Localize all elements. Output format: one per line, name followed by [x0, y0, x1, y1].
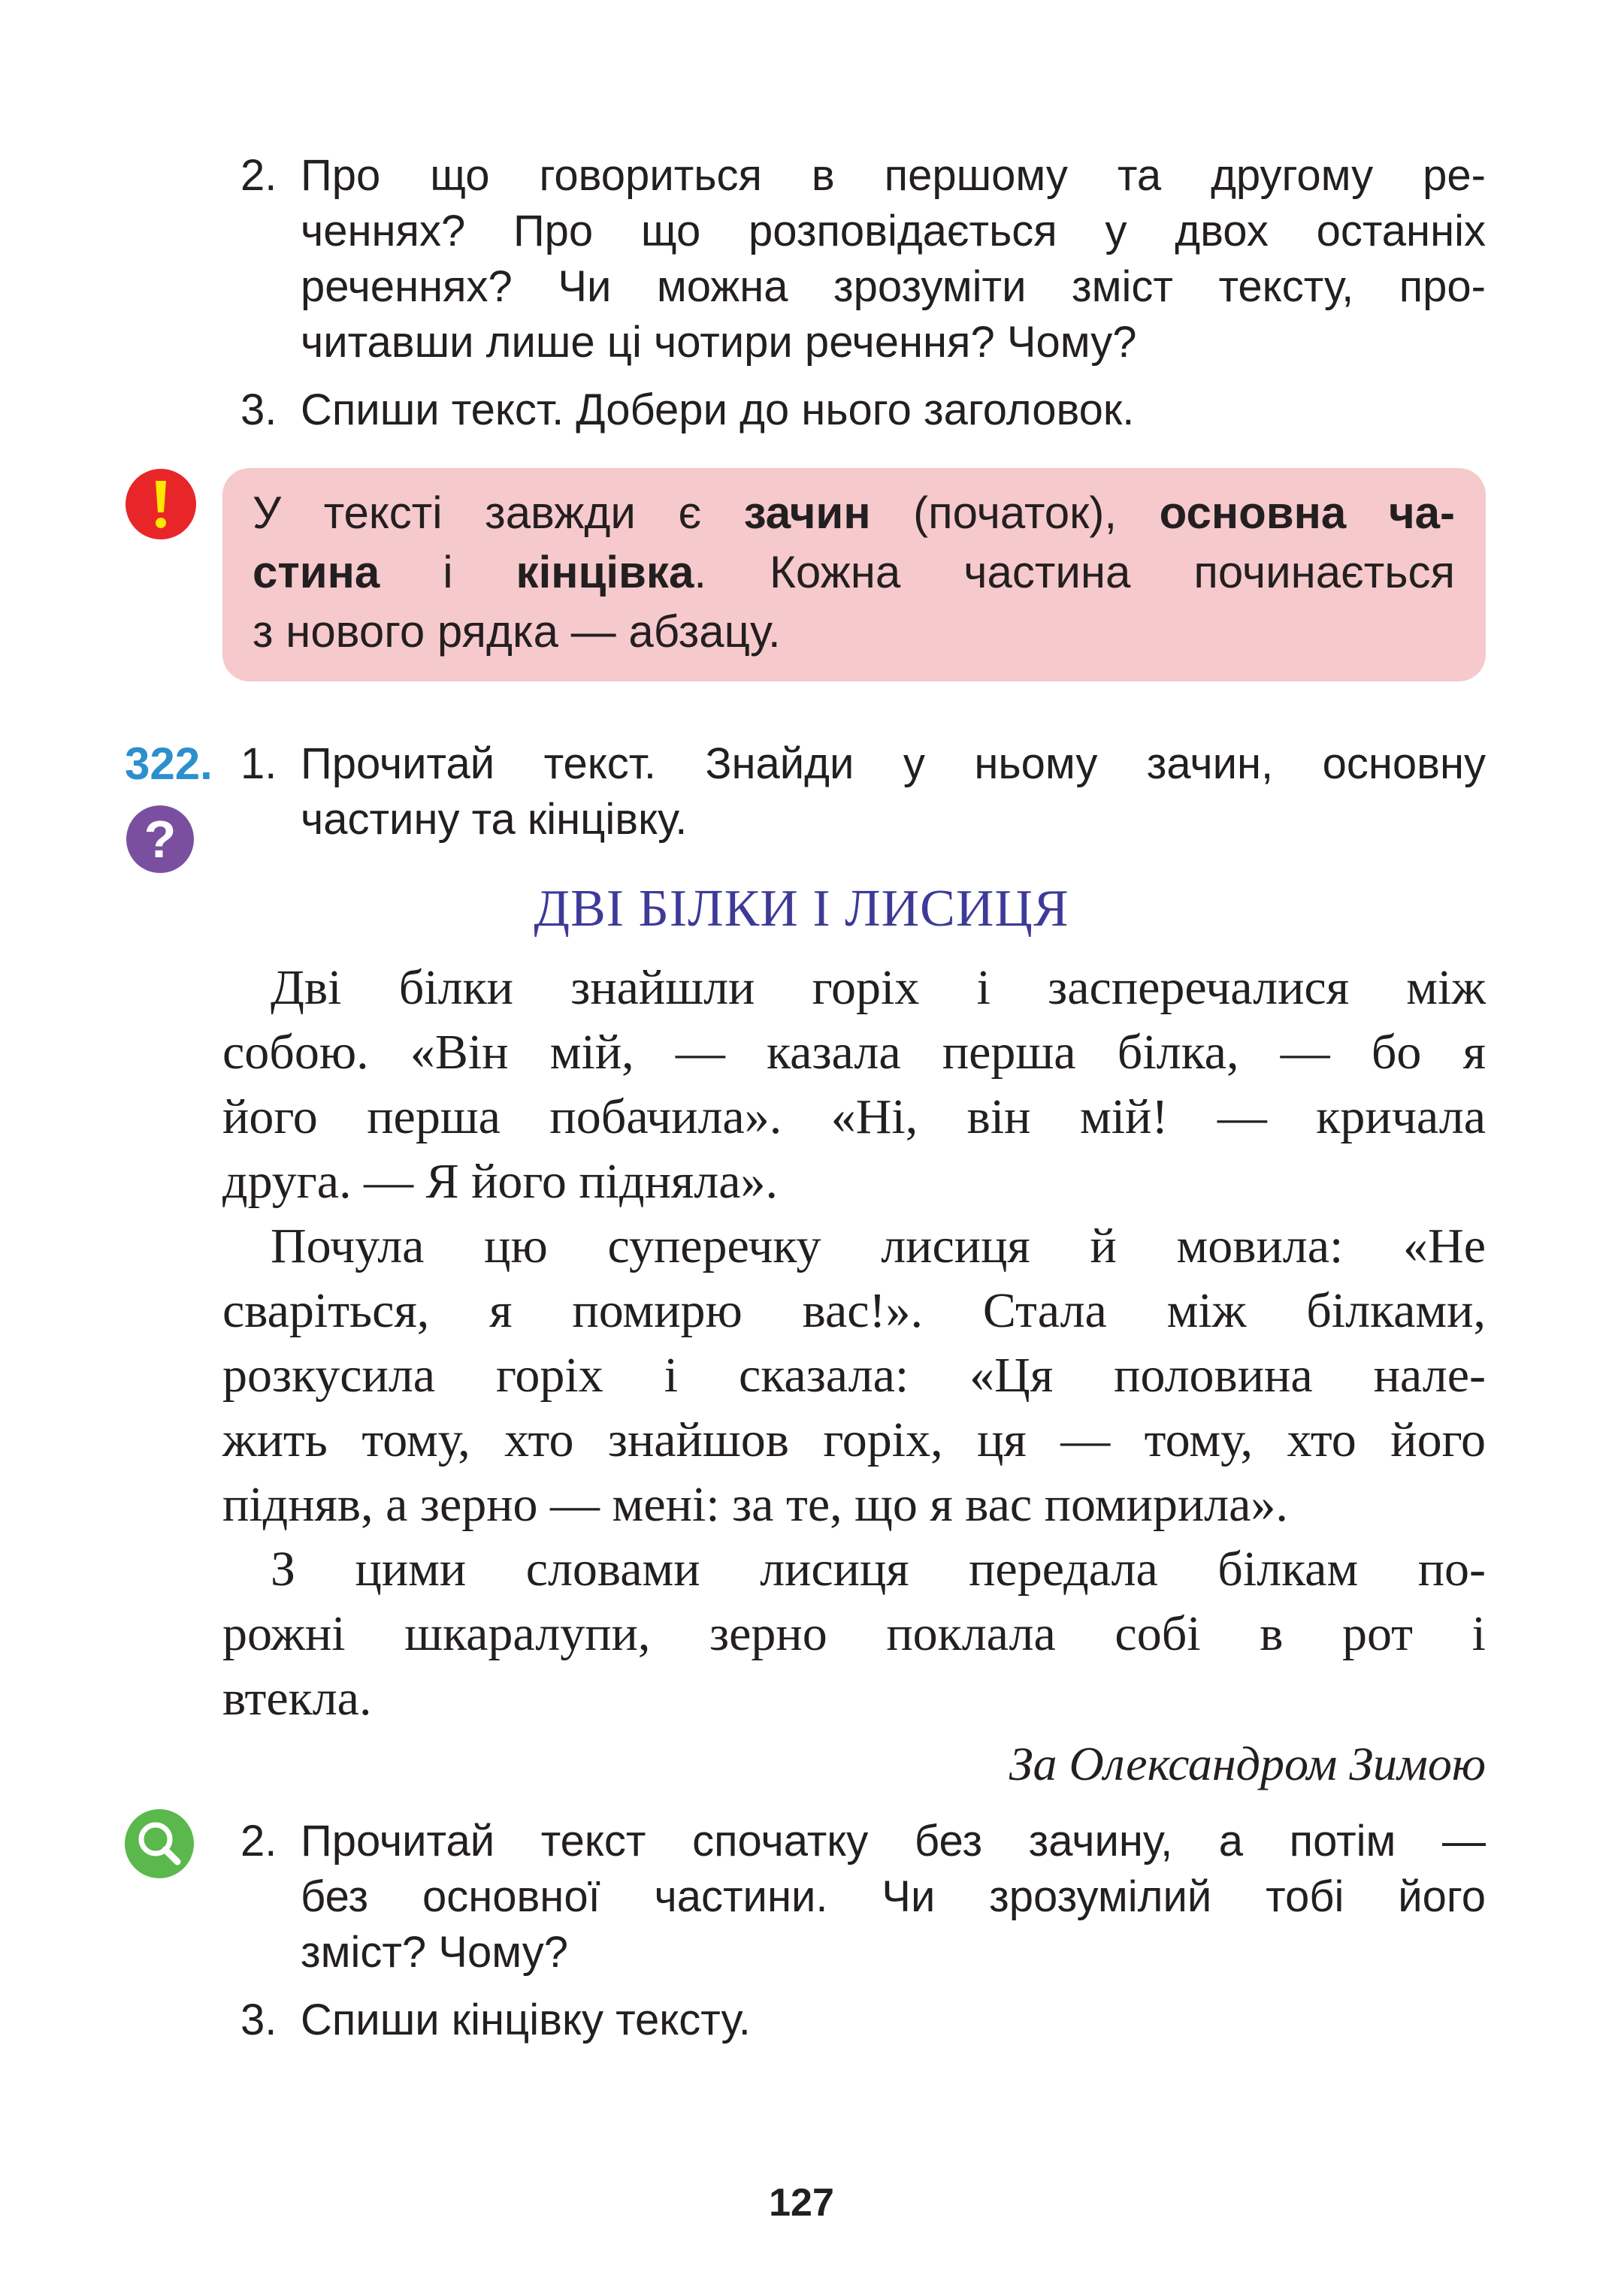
item-text: Спиши текст. Добери до нього заголовок. — [301, 385, 1135, 434]
prev-task-item-3 — [240, 382, 1486, 438]
text-line: Про що говориться в першому та другому ре- — [301, 151, 1486, 200]
magnifier-icon — [125, 1809, 194, 1878]
item-number: 3. — [240, 385, 277, 434]
rule-line-1: У тексті завжди є зачин (початок), основна ча- — [253, 488, 1455, 538]
story-title: ДВІ БІЛКИ І ЛИСИЦЯ — [534, 880, 1069, 938]
story-line: жить тому, хто знайшов горіх, ця — тому, хто його — [222, 1412, 1486, 1467]
story-line: собою. «Він мій, — казала перша білка, — бо я — [222, 1025, 1486, 1080]
page-number: 127 — [769, 2181, 834, 2225]
story-paragraph-3 — [222, 1537, 1486, 1731]
rule-line-3: з нового рядка — абзацу. — [253, 606, 781, 657]
story-paragraph-2 — [222, 1214, 1486, 1537]
text-line: Прочитай текст спочатку без зачину, а потім — — [301, 1817, 1486, 1866]
item-text — [301, 148, 1486, 370]
item-number: 2. — [240, 1817, 277, 1866]
story-line: сваріться, я помирю вас!». Стала між білками, — [222, 1283, 1486, 1338]
exercise-number: 322. — [125, 739, 213, 789]
rule-line-2: стина і кінцівка. Кожна частина починається — [253, 547, 1456, 597]
exercise-item-3 — [240, 1992, 1486, 2048]
story-line: Дві білки знайшли горіх і засперечалися між — [271, 960, 1486, 1015]
exclamation-icon — [126, 469, 196, 539]
item-text: Спиши кінцівку тексту. — [301, 1995, 751, 2044]
story-line: Почула цю суперечку лисиця й мовила: «Не — [271, 1219, 1486, 1273]
item-number: 1. — [240, 739, 277, 788]
story-paragraph-1 — [222, 956, 1486, 1214]
item-text — [301, 1814, 1486, 1980]
story-author: За Олександром Зимою — [1009, 1737, 1486, 1790]
text-line: частину та кінцівку. — [301, 795, 688, 844]
story-line: підняв, а зерно — мені: за те, що я вас помирила». — [222, 1477, 1288, 1532]
text-line: без основної частини. Чи зрозумілий тобі його — [301, 1872, 1486, 1921]
text-line: читавши лише ці чотири речення? Чому? — [301, 318, 1137, 367]
prev-task-item-2 — [240, 148, 1486, 370]
item-number: 2. — [240, 151, 277, 200]
item-text — [301, 736, 1486, 847]
exercise-item-2 — [240, 1814, 1486, 1980]
story-line: втекла. — [222, 1671, 372, 1726]
text-line: реченнях? Чи можна зрозуміти зміст тексту, про- — [301, 262, 1486, 311]
exercise-item-1 — [240, 736, 1486, 847]
rule-text — [253, 483, 1455, 661]
story-line: З цими словами лисиця передала білкам по- — [271, 1542, 1486, 1597]
text-line: зміст? Чому? — [301, 1928, 568, 1977]
text-line: ченнях? Про що розповідається у двох останніх — [301, 207, 1486, 255]
story-line: його перша побачила». «Ні, він мій! — кричала — [222, 1089, 1486, 1144]
text-line: Прочитай текст. Знайди у ньому зачин, основну — [301, 739, 1486, 788]
story-line: друга. — Я його підняла». — [222, 1154, 778, 1209]
question-icon: ? — [126, 805, 194, 873]
story-line: рожні шкаралупи, зерно поклала собі в рот і — [222, 1606, 1486, 1661]
story-line: розкусила горіх і сказала: «Ця половина нале- — [222, 1348, 1486, 1403]
item-number: 3. — [240, 1995, 277, 2044]
